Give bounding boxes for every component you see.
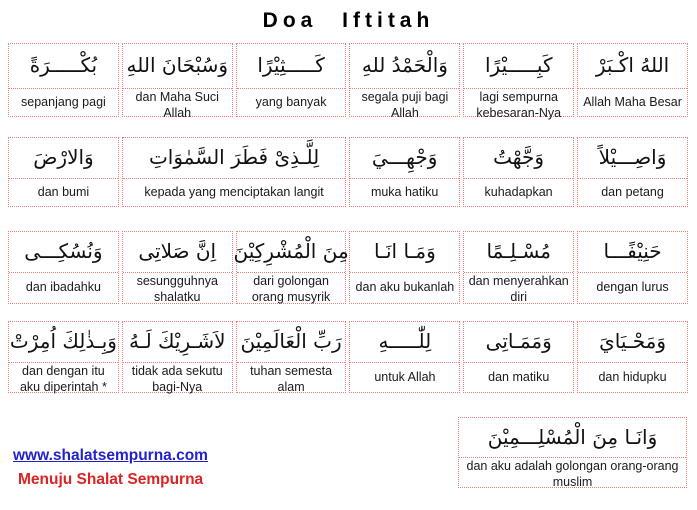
arabic-text: وَجَّهْتُ [464, 138, 573, 179]
translation-text: Allah Maha Besar [583, 94, 682, 109]
translation-text: tidak ada sekutu bagi-Nya [131, 364, 223, 394]
website-tagline: Menuju Shalat Sempurna [18, 471, 204, 488]
prayer-cell [349, 231, 460, 304]
translation-text: dari golongan orang musyrik [251, 274, 331, 304]
prayer-cell [577, 43, 688, 117]
translation-text: dan ibadahku [25, 280, 101, 295]
arabic-text: اللهُ اكْـبَرْ [578, 44, 687, 89]
prayer-cell [349, 137, 460, 207]
translation-text: dan matiku [488, 369, 550, 384]
arabic-text: وَمَـا انَـا [350, 232, 459, 273]
prayer-cell [8, 231, 119, 304]
prayer-cell [463, 137, 574, 207]
translation-text: yang banyak [255, 94, 327, 109]
prayer-cell [236, 43, 347, 117]
prayer-row-3 [8, 231, 688, 304]
arabic-text: لِلّٰـــــهِ [350, 322, 459, 363]
translation-text: kuhadapkan [484, 184, 553, 199]
translation-text: sepanjang pagi [21, 94, 106, 109]
arabic-text: وَمَحْـيَايَ [578, 322, 687, 363]
translation-text: tuhan semesta alam [250, 364, 333, 394]
prayer-row-2 [8, 137, 688, 207]
translation-text: dengan lurus [596, 280, 669, 295]
arabic-text: كَـــــثِيْرًا [237, 44, 346, 89]
translation-text: dan aku bukanlah [355, 280, 455, 295]
prayer-cell [349, 43, 460, 120]
prayer-cell [8, 43, 119, 117]
arabic-text: وَاصِـــيْلاً [578, 138, 687, 179]
translation-text: dan aku adalah golongan orang-orang muslim [466, 459, 679, 489]
prayer-cell [577, 137, 688, 207]
prayer-cell [233, 231, 349, 304]
translation-text: dan bumi [37, 184, 90, 199]
arabic-text: رَبِّ الْعَالَمِيْنَ [237, 322, 346, 363]
translation-text: dan hidupku [598, 369, 667, 384]
arabic-text: كَبِـــــيْرًا [464, 44, 573, 89]
prayer-cell [577, 321, 688, 393]
translation-text: dan petang [601, 184, 664, 199]
arabic-text: لِلَّـذِىْ فَطَرَ السَّمٰوَاتِ [123, 138, 345, 179]
arabic-text: وَسُبْحَانَ اللهِ [123, 44, 232, 89]
arabic-text: مِنَ الْمُشْرِكِيْنَ [237, 232, 346, 273]
prayer-cell [122, 321, 233, 393]
translation-text: dan Maha Suci Allah [135, 90, 219, 120]
prayer-cell [463, 231, 574, 304]
arabic-text: وَالْحَمْدُ للهِ [350, 44, 459, 89]
arabic-text: بُكْـــــرَةً [9, 44, 118, 89]
translation-text: untuk Allah [374, 369, 436, 384]
prayer-cell [463, 321, 574, 393]
translation-text: muka hatiku [370, 184, 439, 199]
translation-text: dan menyerahkan diri [468, 274, 569, 304]
prayer-cell [463, 43, 574, 120]
arabic-text: وَنُسُكِـــى [9, 232, 118, 273]
translation-text: lagi sempurna kebesaran-Nya [476, 90, 562, 120]
arabic-text: وَجْهِـــيَ [350, 138, 459, 179]
arabic-text: وَبِـذٰلِكَ اُمِرْتْ [9, 322, 118, 363]
arabic-text: حَنِيْفًـــا [578, 232, 687, 273]
arabic-text: مُسْـلِـمًا [464, 232, 573, 273]
arabic-text: وَانَـا مِنَ الْمُسْلِـــمِيْنَ [459, 418, 686, 458]
prayer-row-1 [8, 43, 688, 120]
prayer-cell [236, 321, 347, 393]
prayer-cell [122, 137, 346, 207]
prayer-cell-closing [458, 417, 687, 488]
page-title: Doa Iftitah [262, 9, 435, 32]
translation-text: dan dengan itu aku diperintah * [19, 364, 107, 394]
prayer-cell [577, 231, 688, 304]
prayer-cell [349, 321, 460, 393]
translation-text: segala puji bagi Allah [361, 90, 449, 120]
arabic-text: اِنَّ صَلاتِى [123, 232, 232, 273]
prayer-cell [122, 231, 233, 304]
translation-text: sesungguhnya shalatku [136, 274, 218, 304]
prayer-cell [122, 43, 233, 120]
prayer-cell [8, 321, 119, 393]
arabic-text: لاَشَـرِيْكَ لَـهُ [123, 322, 232, 363]
prayer-cell [8, 137, 119, 207]
arabic-text: وَالارْضَ [9, 138, 118, 179]
website-link[interactable]: www.shalatsempurna.com [13, 447, 208, 464]
arabic-text: وَمَمَـاتِى [464, 322, 573, 363]
translation-text: kepada yang menciptakan langit [144, 184, 324, 199]
prayer-row-4 [8, 321, 688, 393]
